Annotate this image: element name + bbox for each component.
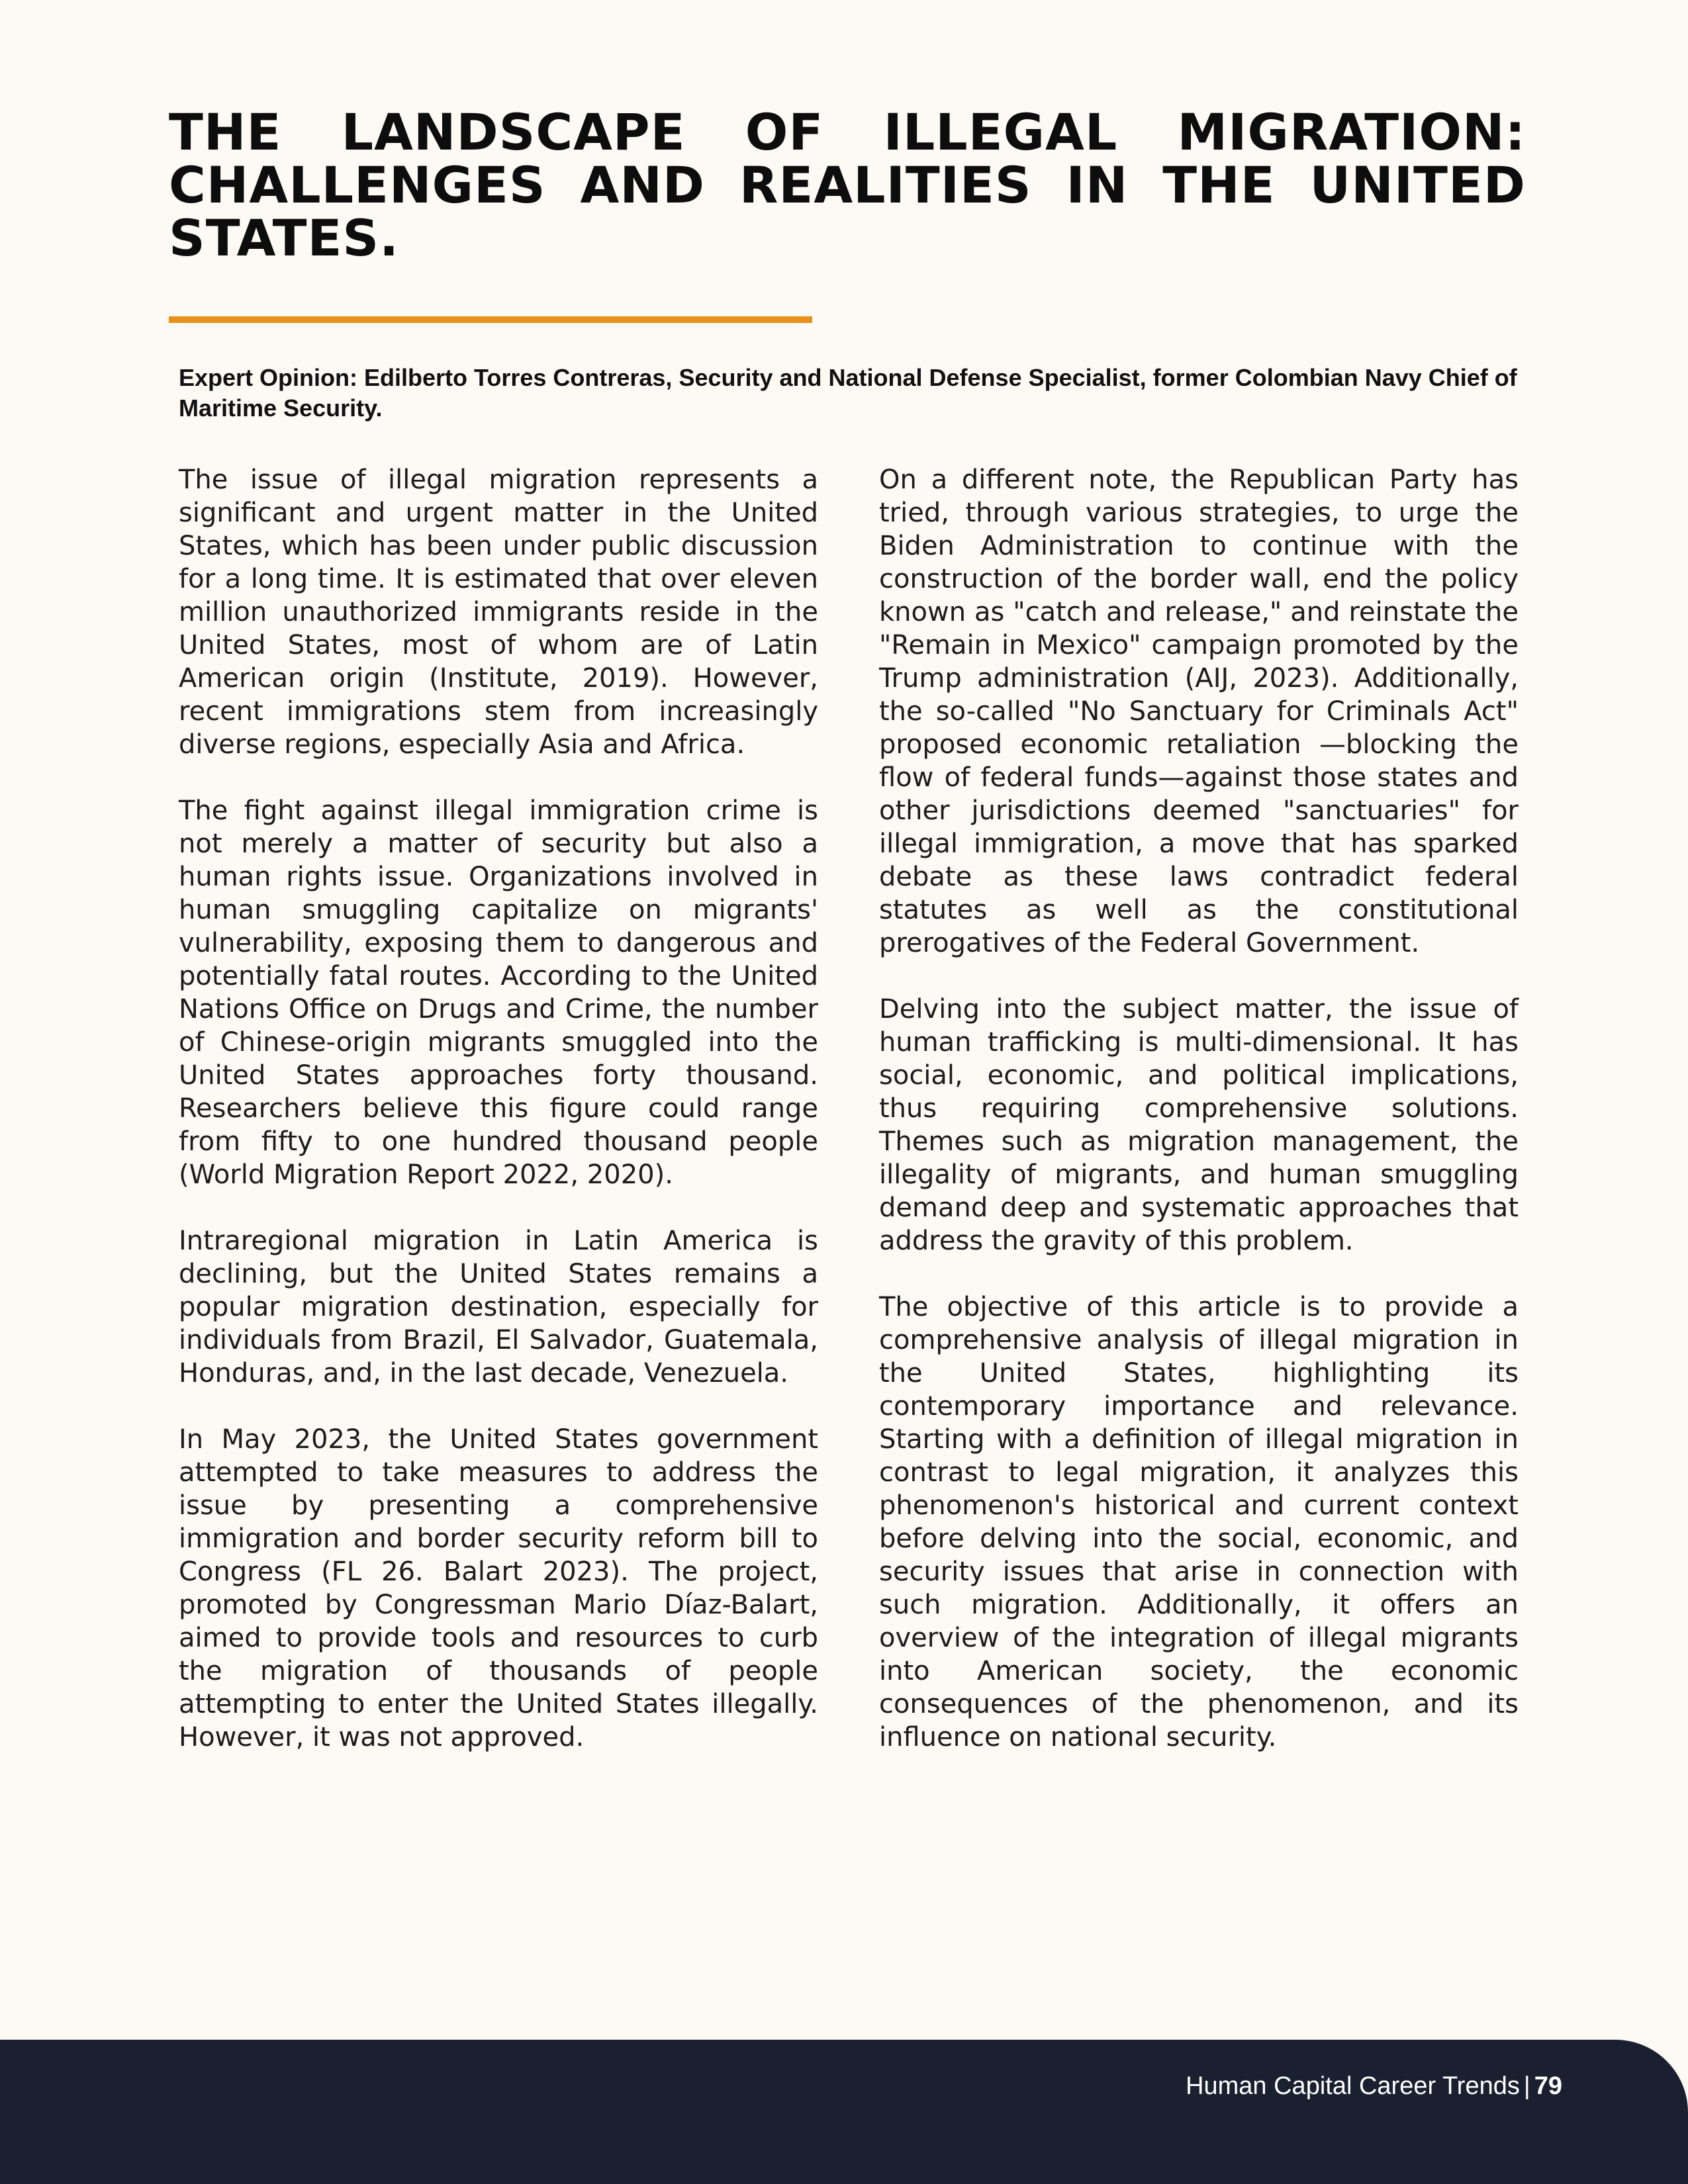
paragraph-left-1: The issue of illegal migration represents a significant and urgent matter in the United States, which has been under public discussion for a long time. It is estimated that over eleven million unauthorized immigrants reside in the United States, most of whom are of Latin American origin (Institute, 2019). However, recent immigrations stem from increasingly diverse regions, especially Asia and Africa.	[179, 465, 818, 760]
paragraph-right-1: On a different note, the Republican Party has tried, through various strategies, to urge the Biden Administration to continue with the construction of the border wall, end the policy known as "catch and release," and reinstate the "Remain in Mexico" campaign promoted by the Trump administration (AIJ, 2023). Additionally, the so-called "No Sanctuary for Criminals Act" proposed economic retaliation —blocking the flow of federal funds—against those states and other jurisdictions deemed "sanctuaries" for illegal immigration, a move that has sparked debate as these laws contradict federal statutes as well as the constitutional prerogatives of the Federal Government.	[879, 465, 1519, 958]
footer	[1186, 2070, 1562, 2102]
paragraph-right-3: The objective of this article is to provide a comprehensive analysis of illegal migration in the United States, highlighting its contemporary importance and relevance. Starting with a definition of illegal migration in contrast to legal migration, it analyzes this phenomenon's historical and current context before delving into the social, economic, and security issues that arise in connection with such migration. Additionally, it offers an overview of the integration of illegal migrants into American society, the economic consequences of the phenomenon, and its influence on national security.	[879, 1292, 1519, 1752]
footer-separator: |	[1523, 2072, 1530, 2100]
left-column	[179, 463, 818, 1787]
right-column	[879, 463, 1519, 1787]
paragraph-right-2: Delving into the subject matter, the issue of human trafficking is multi-dimensional. It has social, economic, and political implications, thus requiring comprehensive solutions. Themes such as migration management, the illegality of migrants, and human smuggling demand deep and systematic approaches that address the gravity of this problem.	[879, 994, 1519, 1256]
paragraph-left-2: The fight against illegal immigration crime is not merely a matter of security but also a human rights issue. Organizations involved in human smuggling capitalize on migrants' vulnerability, exposing them to dangerous and potentially fatal routes. According to the United Nations Office on Drugs and Crime, the number of Chinese-origin migrants smuggled into the United States approaches forty thousand. Researchers believe this figure could range from fifty to one hundred thousand people (World Migration Report 2022, 2020).	[179, 796, 818, 1190]
publication-name: Human Capital Career Trends	[1186, 2072, 1520, 2100]
paragraph-left-4: In May 2023, the United States government attempted to take measures to address the issue by presenting a comprehensive immigration and border security reform bill to Congress (FL 26. Balart 2023). The project, promoted by Congressman Mario Díaz-Balart, aimed to provide tools and resources to curb the migration of thousands of people attempting to enter the United States illegally. However, it was not approved.	[179, 1424, 818, 1752]
footer-bar	[0, 2040, 1688, 2184]
title-underline	[169, 316, 812, 323]
page-number: 79	[1534, 2072, 1562, 2100]
expert-byline: Expert Opinion: Edilberto Torres Contreras, Security and National Defense Specialist, former Colombian Navy Chief of Maritime Security.	[179, 364, 1517, 422]
article-title: THE LANDSCAPE OF ILLEGAL MIGRATION: CHALLENGES AND REALITIES IN THE UNITED STATES.	[169, 103, 1526, 267]
paragraph-left-3: Intraregional migration in Latin America is declining, but the United States remains a popular migration destination, especially for individuals from Brazil, El Salvador, Guatemala, Honduras, and, in the last decade, Venezuela.	[179, 1226, 818, 1388]
